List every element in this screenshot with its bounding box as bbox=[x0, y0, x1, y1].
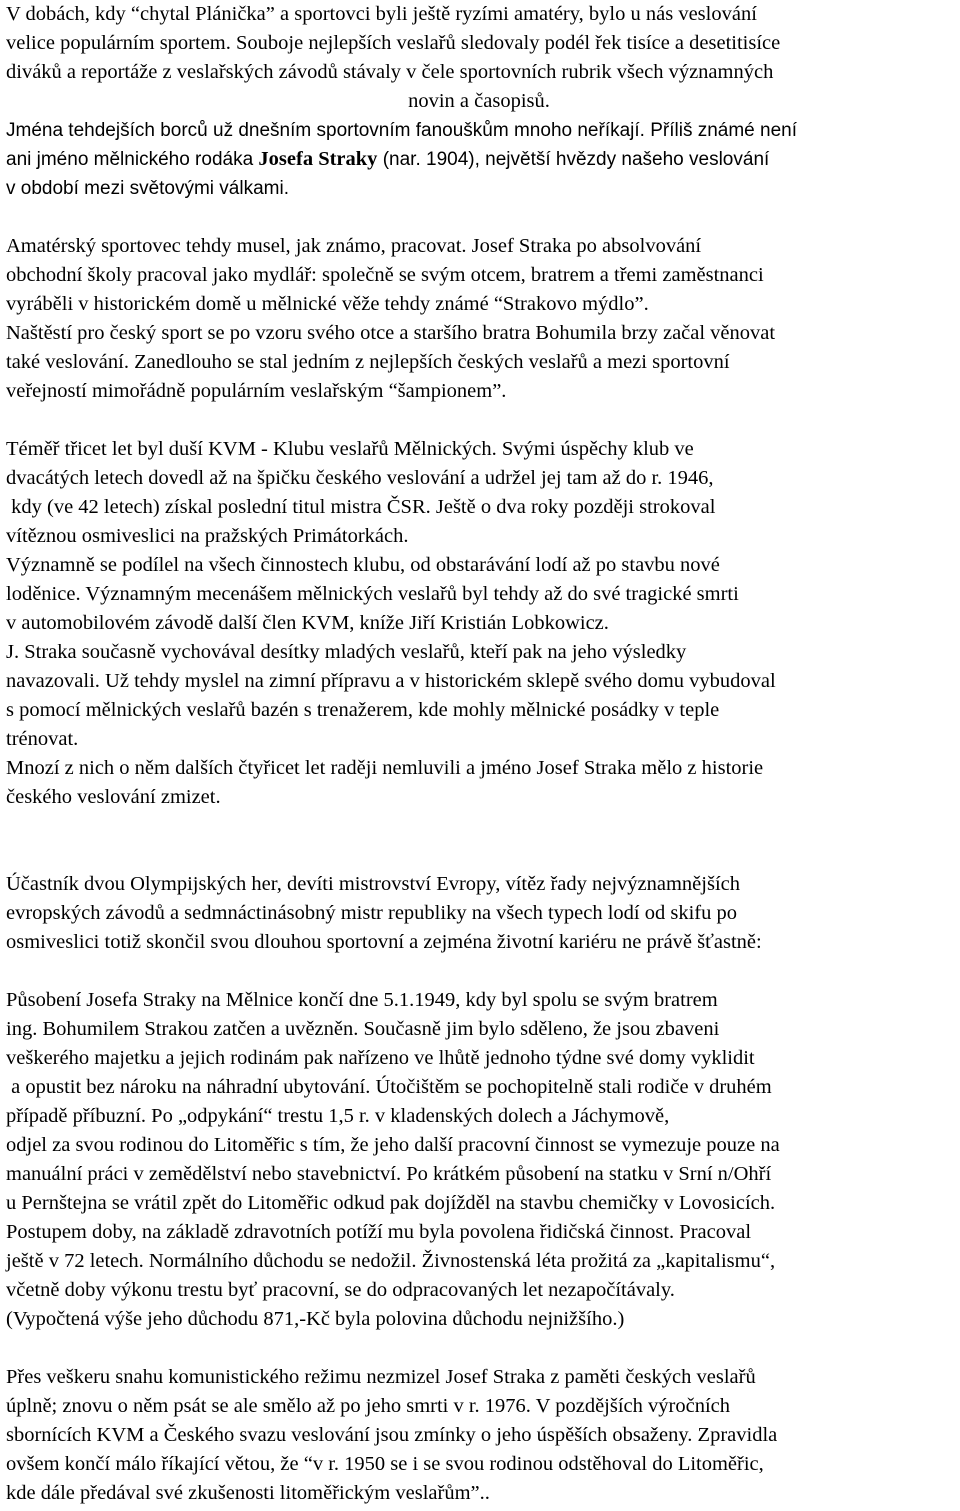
kvm-paragraph bbox=[6, 435, 952, 812]
text-line: navazovali. Už tehdy myslel na zimní přípravu a v historickém sklepě svého domu vybudoval bbox=[6, 670, 776, 692]
text-line: v automobilovém závodě další člen KVM, kníže Jiří Kristián Lobkowicz. bbox=[6, 612, 609, 634]
text-line: osmiveslici totiž skončil svou dlouhou sportovní a zejména životní kariéru ne právě šťastně: bbox=[6, 931, 762, 953]
text-line: a opustit bez nároku na náhradní ubytování. Útočištěm se pochopitelně stali rodiče v druhém bbox=[6, 1076, 772, 1098]
text-line: ing. Bohumilem Strakou zatčen a uvězněn. Současně jim bylo sděleno, že jsou zbaveni bbox=[6, 1018, 720, 1040]
text-line: trénovat. bbox=[6, 728, 79, 750]
arrest-paragraph bbox=[6, 986, 952, 1334]
text-line: loděnice. Významným mecenášem mělnických veslařů byl tehdy až do své tragické smrti bbox=[6, 583, 739, 605]
text-line: případě příbuzní. Po „odpykání“ trestu 1,5 r. v kladenských dolech a Jáchymově, bbox=[6, 1105, 670, 1127]
athlete-name: Josefa Straky bbox=[258, 148, 378, 170]
text-line: sbornících KVM a Českého svazu veslování jsou zmínky o jeho úspěších obsaženy. Zpravidla bbox=[6, 1424, 778, 1446]
text-line: Naštěstí pro český sport se po vzoru svého otce a staršího bratra Bohumila brzy začal věnovat bbox=[6, 322, 776, 344]
text-line: (Vypočtená výše jeho důchodu 871,-Kč byla polovina důchodu nejnižšího.) bbox=[6, 1308, 625, 1330]
paragraph-gap bbox=[6, 203, 952, 232]
text-line: ještě v 72 letech. Normálního důchodu se nedožil. Živnostenská léta prožitá za „kapitalismu“, bbox=[6, 1250, 776, 1272]
text-line: odjel za svou rodinou do Litoměřic s tím, že jeho další pracovní činnost se vymezuje pouze na bbox=[6, 1134, 780, 1156]
text-line: Amatérský sportovec tehdy musel, jak známo, pracovat. Josef Straka po absolvování bbox=[6, 235, 702, 257]
olympic-paragraph bbox=[6, 870, 952, 957]
paragraph-gap bbox=[6, 957, 952, 986]
text-line: včetně doby výkonu trestu byť pracovní, se do odpracovaných let nezapočítávaly. bbox=[6, 1279, 675, 1301]
text-line: velice populárním sportem. Souboje nejlepších veslařů sledovaly podél řek tisíce a desetitisíce bbox=[6, 32, 781, 54]
amateur-paragraph bbox=[6, 232, 952, 406]
text-line: také veslování. Zanedlouho se stal jedním z nejlepších českých veslařů a mezi sportovní bbox=[6, 351, 730, 373]
text-line: evropských závodů a sedmnáctinásobný mistr republiky na všech typech lodí od skifu po bbox=[6, 902, 738, 924]
intro-paragraph bbox=[6, 0, 952, 116]
text-line: manuální práci v zemědělství nebo stavebnictví. Po krátkém působení na statku v Srní n/Ohří bbox=[6, 1163, 772, 1185]
text-line: Postupem doby, na základě zdravotních potíží mu byla povolena řidičská činnost. Pracoval bbox=[6, 1221, 752, 1243]
text-line: Významně se podílel na všech činnostech klubu, od obstarávání lodí až po stavbu nové bbox=[6, 554, 720, 576]
text-line: úplně; znovu o něm psát se ale smělo až po jeho smrti v r. 1976. V pozdějších výročních bbox=[6, 1395, 730, 1417]
paragraph-gap bbox=[6, 812, 952, 870]
text-line: dvacátých letech dovedl až na špičku českého veslování a udržel jej tam až do r. 1946, bbox=[6, 467, 714, 489]
text-span: (nar. 1904), největší hvězdy našeho veslování bbox=[377, 149, 770, 170]
text-line: kde dále předával své zkušenosti litoměřickým veslařům”.. bbox=[6, 1482, 490, 1504]
text-line: novin a časopisů. bbox=[408, 90, 550, 112]
text-line: Téměř třicet let byl duší KVM - Klubu veslařů Mělnických. Svými úspěchy klub ve bbox=[6, 438, 694, 460]
text-line: vítěznou osmiveslici na pražských Primátorkách. bbox=[6, 525, 409, 547]
regime-paragraph bbox=[6, 1363, 952, 1508]
text-line: s pomocí mělnických veslařů bazén s trenažerem, kde mohly mělnické posádky v teple bbox=[6, 699, 720, 721]
text-line: u Pernštejna se vrátil zpět do Litoměřic odkud pak dojížděl na stavbu chemičky v Lovosicích. bbox=[6, 1192, 776, 1214]
text-span: ani jméno mělnického rodáka bbox=[6, 149, 259, 170]
text-line: Mnozí z nich o něm dalších čtyřicet let raději nemluvili a jméno Josef Straka mělo z historie bbox=[6, 757, 764, 779]
paragraph-gap bbox=[6, 406, 952, 435]
text-line: V dobách, kdy “chytal Plánička” a sportovci byli ještě ryzími amatéry, bylo u nás veslování bbox=[6, 3, 757, 25]
text-line: obchodní školy pracoval jako mydlář: společně se svým otcem, bratrem a třemi zaměstnanci bbox=[6, 264, 764, 286]
text-line: Přes veškeru snahu komunistického režimu nezmizel Josef Straka z paměti českých veslařů bbox=[6, 1366, 756, 1388]
text-line: J. Straka současně vychovával desítky mladých veslařů, kteří pak na jeho výsledky bbox=[6, 641, 687, 663]
text-line: českého veslování zmizet. bbox=[6, 786, 221, 808]
text-line: Účastník dvou Olympijských her, devíti mistrovství Evropy, vítěz řady nejvýznamnějších bbox=[6, 873, 740, 895]
text-line: v období mezi světovými válkami. bbox=[6, 178, 289, 199]
text-line: Působení Josefa Straky na Mělnice končí dne 5.1.1949, kdy byl spolu se svým bratrem bbox=[6, 989, 718, 1011]
text-line: veřejností mimořádně populárním veslařským “šampionem”. bbox=[6, 380, 507, 402]
text-line: diváků a reportáže z veslařských závodů stávaly v čele sportovních rubrik všech významných bbox=[6, 61, 774, 83]
paragraph-gap bbox=[6, 1334, 952, 1363]
text-line: vyráběli v historickém domě u mělnické věže tehdy známé “Strakovo mýdlo”. bbox=[6, 293, 649, 315]
names-paragraph bbox=[6, 116, 952, 203]
text-line: ovšem končí málo říkající větou, že “v r. 1950 se i se svou rodinou odstěhoval do Litoměřic, bbox=[6, 1453, 764, 1475]
text-line: veškerého majetku a jejich rodinám pak nařízeno ve lhůtě jednoho týdne své domy vyklidit bbox=[6, 1047, 755, 1069]
text-line: Jména tehdejších borců už dnešním sportovním fanouškům mnoho neříkají. Příliš známé není bbox=[6, 120, 798, 141]
text-line bbox=[6, 145, 952, 174]
text-line: kdy (ve 42 letech) získal poslední titul mistra ČSR. Ještě o dva roky později strokoval bbox=[6, 496, 716, 518]
